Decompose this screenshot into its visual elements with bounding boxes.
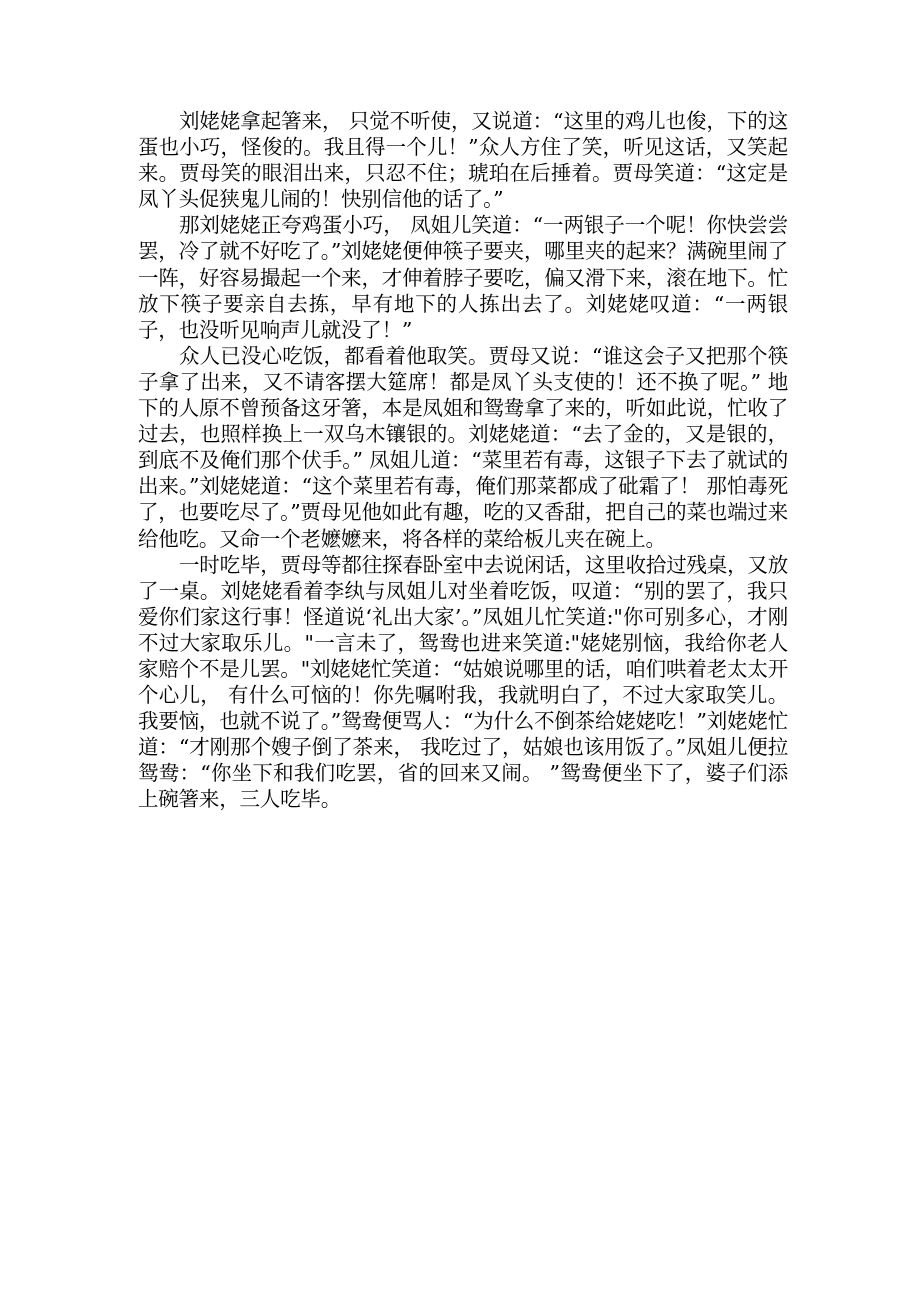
paragraph-3: 众人已没心吃饭，都看着他取笑。贾母又说：“谁这会子又把那个筷子拿了出来，又不请客摆大筵席！都是凤丫头支使的！还不换了呢。” 地下的人原不曾预备这牙箸，本是凤姐和鸳鸯拿了来的，听如此说，忙收了过去，也照样换上一双乌木镶银的。刘姥姥道：“去了金的，又是银的，到底不及俺们那个伏手。” 凤姐儿道：“菜里若有毒，这银子下去了就试的出来。”刘姥姥道：“这个菜里若有毒，俺们那菜都成了砒霜了！ 那怕毒死了，也要吃尽了。”贾母见他如此有趣，吃的又香甜，把自己的菜也端过来给他吃。又命一个老嬷嬷来，将各样的菜给板儿夹在碗上。 xyxy=(138,343,788,551)
paragraph-2: 那刘姥姥正夸鸡蛋小巧， 凤姐儿笑道：“一两银子一个呢！你快尝尝罢，冷了就不好吃了。”刘姥姥便伸筷子要夹，哪里夹的起来？满碗里闹了一阵，好容易撮起一个来，才伸着脖子要吃，偏又滑下来，滚在地下。忙放下筷子要亲自去拣，早有地下的人拣出去了。刘姥姥叹道：“一两银子，也没听见响声儿就没了！” xyxy=(138,213,788,342)
body-text xyxy=(138,108,788,813)
paragraph-1: 刘姥姥拿起箸来， 只觉不听使，又说道：“这里的鸡儿也俊，下的这蛋也小巧，怪俊的。我且得一个儿！”众人方住了笑，听见这话，又笑起来。贾母笑的眼泪出来，只忍不住；琥珀在后捶着。贾母笑道：“这定是凤丫头促狭鬼儿闹的！快别信他的话了。” xyxy=(138,109,788,212)
paragraph-4: 一时吃毕，贾母等都往探春卧室中去说闲话，这里收拾过残桌，又放了一桌。刘姥姥看着李纨与凤姐儿对坐着吃饭，叹道：“别的罢了，我只爱你们家这行事！怪道说‘礼出大家’。”凤姐儿忙笑道:"你可别多心，才刚不过大家取乐儿。"一言未了，鸳鸯也进来笑道:"姥姥别恼，我给你老人家赔个不是儿罢。"刘姥姥忙笑道：“姑娘说哪里的话，咱们哄着老太太开个心儿， 有什么可恼的！你先嘱咐我，我就明白了，不过大家取笑儿。我要恼，也就不说了。”鸳鸯便骂人：“为什么不倒茶给姥姥吃！”刘姥姥忙道：“才刚那个嫂子倒了茶来， 我吃过了，姑娘也该用饭了。”凤姐儿便拉鸳鸯：“你坐下和我们吃罢，省的回来又闹。 ”鸳鸯便坐下了，婆子们添上碗箸来，三人吃毕。 xyxy=(138,552,788,812)
